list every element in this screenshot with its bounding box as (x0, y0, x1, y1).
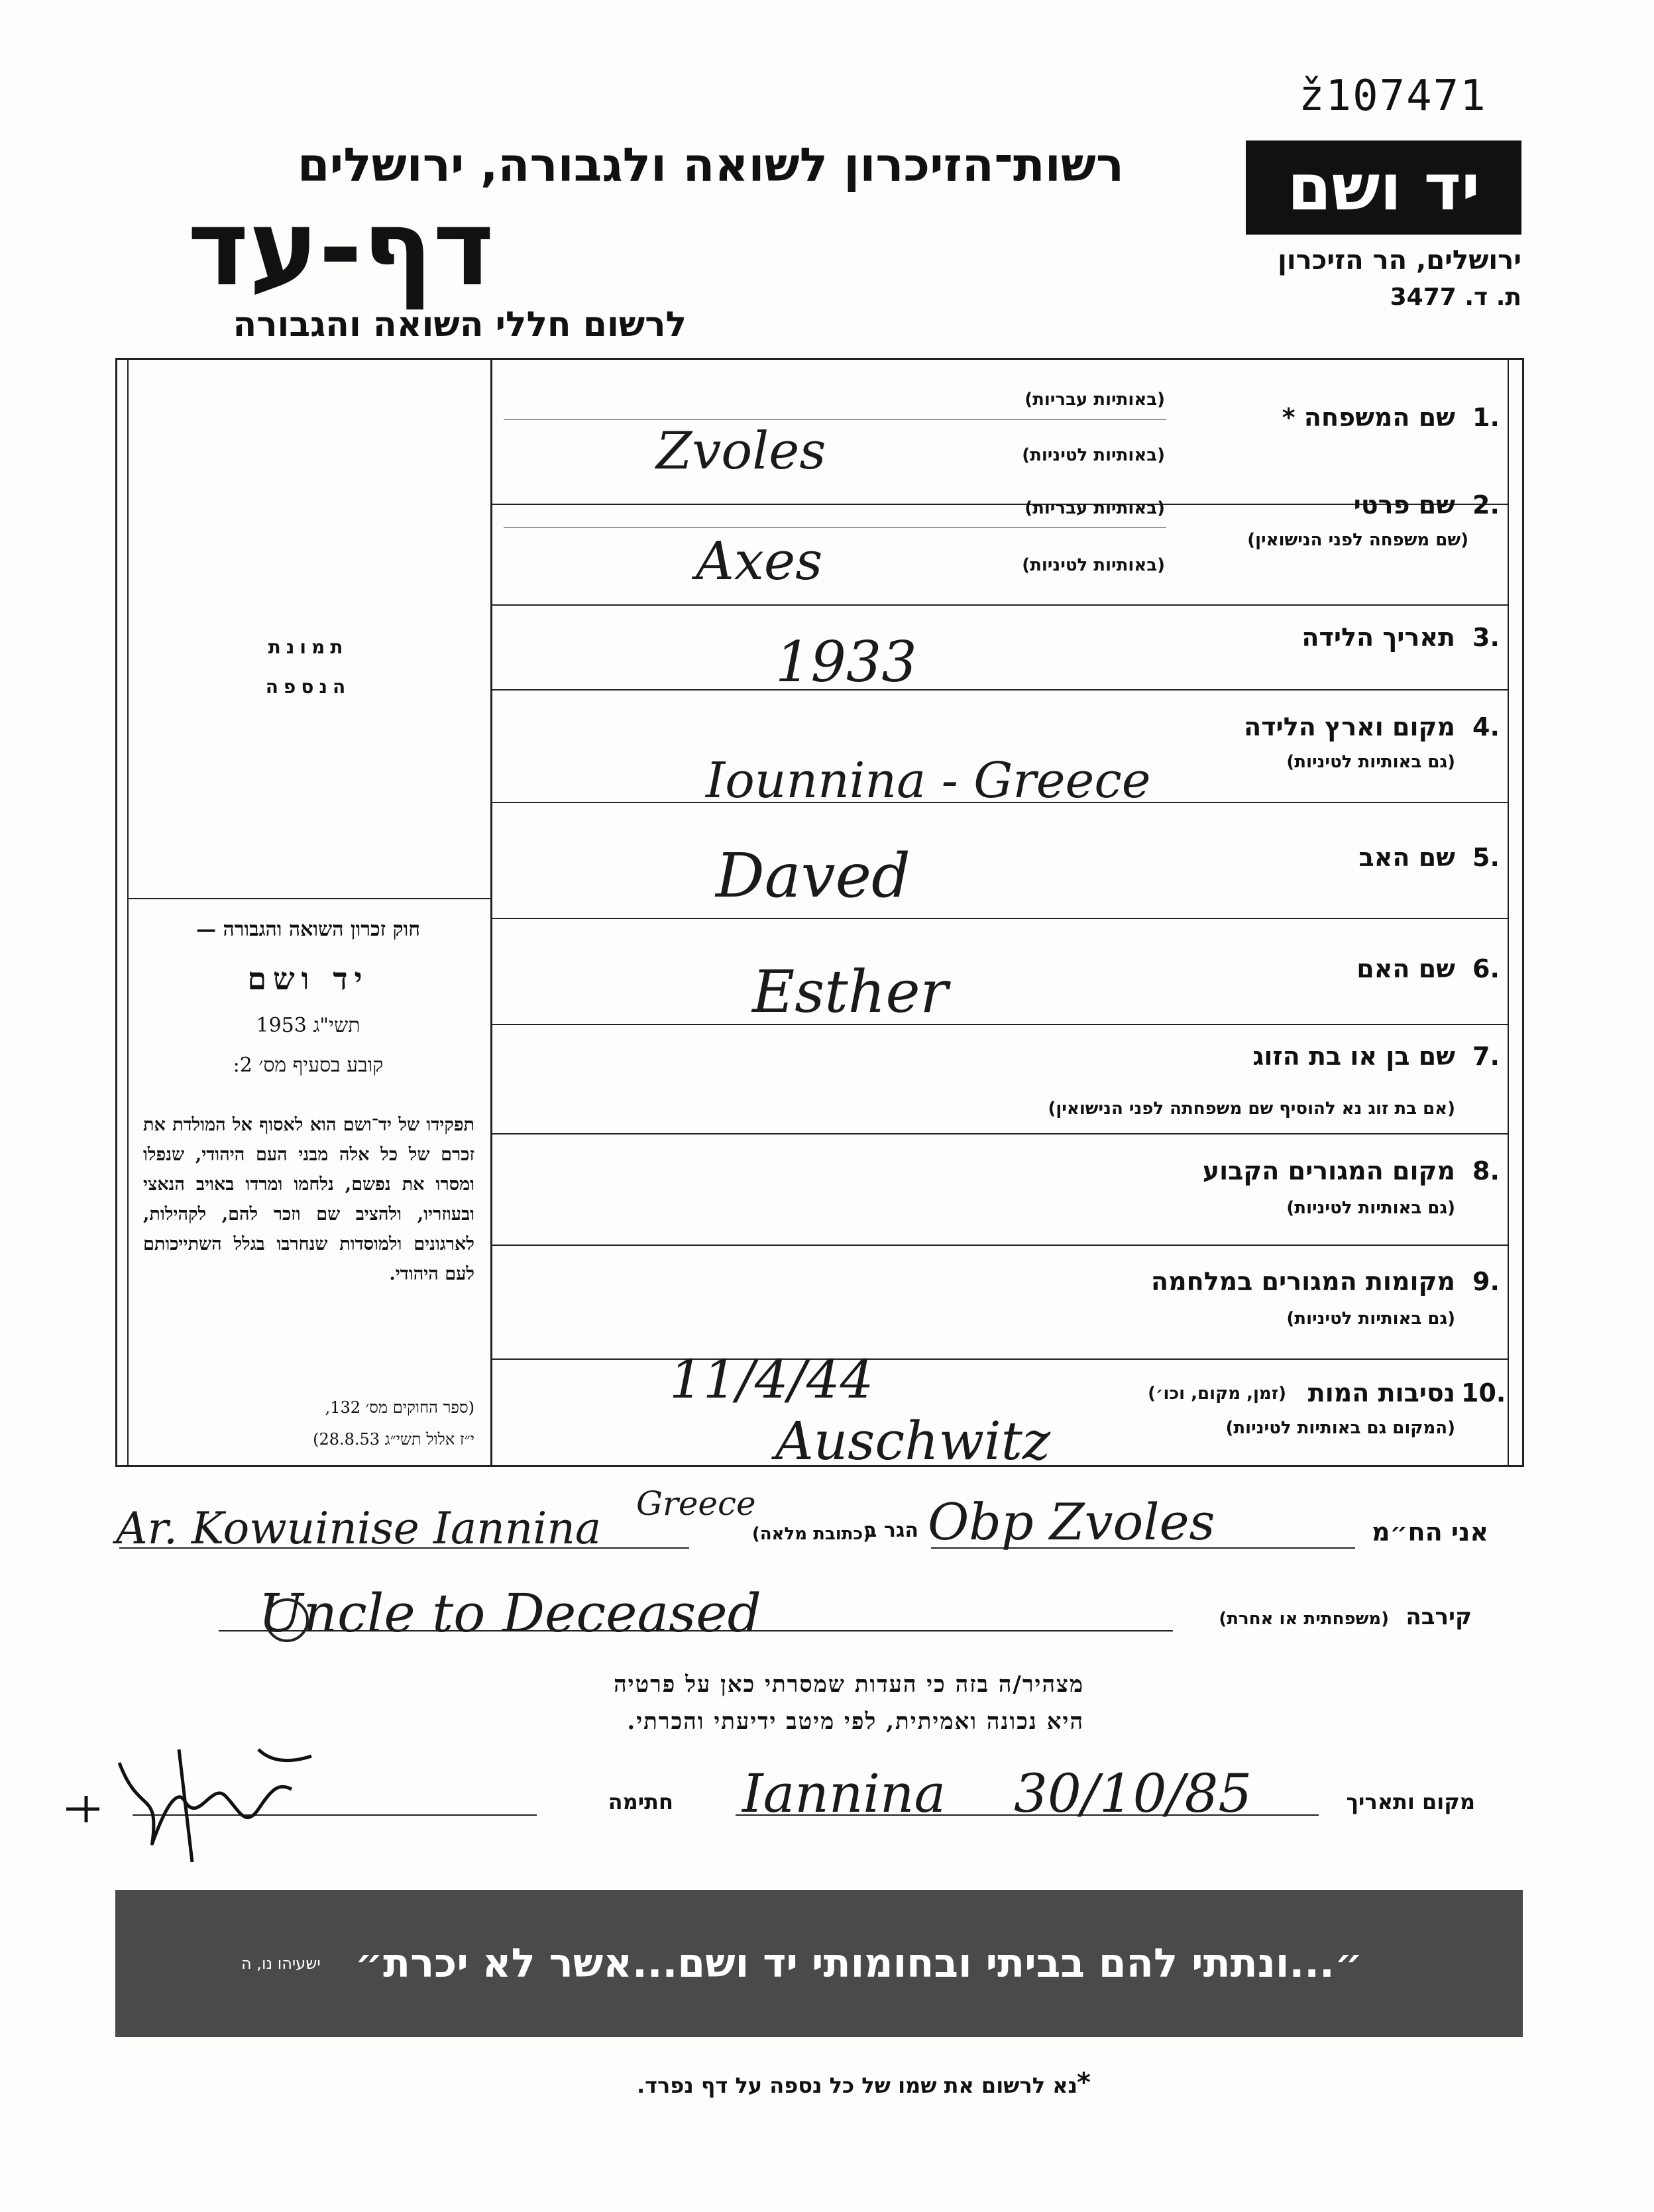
declaration-line-2: היא נכונה ואמיתית, לפי מיטב ידיעתי והכרתי. (627, 1708, 1084, 1735)
field-10-sublabel: (המקום גם באותיות לטיניות) (1225, 1418, 1455, 1438)
declaration-line-1: מצהיר/ה בזה כי העדות שמסרתי כאן על פרטיה (614, 1671, 1084, 1698)
field-9-label: מקומות המגורים במלחמה (1150, 1267, 1455, 1296)
address-line-2: ת. ד. 3477 (1390, 284, 1521, 311)
field-10-number: 10. (1461, 1378, 1506, 1408)
signature-label: חתימה (608, 1789, 673, 1814)
field-8-number: 8. (1472, 1156, 1500, 1186)
date-value[interactable]: 30/10/85 (1014, 1763, 1252, 1824)
row-separator (492, 1024, 1508, 1025)
field-2-label: שם פרטי (1353, 490, 1455, 520)
footnote-asterisk: * (1077, 2068, 1091, 2098)
place-value[interactable]: Iannina (742, 1763, 946, 1824)
field-4-number: 4. (1472, 712, 1500, 742)
resident-label: הגר ב (865, 1519, 918, 1542)
row-separator (492, 604, 1508, 606)
photo-area-divider (127, 898, 490, 899)
field-6-number: 6. (1472, 954, 1500, 983)
law-name: יד ושם (247, 961, 369, 997)
law-source-1: (ספר החוקים מס׳ 132, (325, 1398, 474, 1417)
field-2-hint-hebrew: (באותיות עבריות) (1024, 498, 1165, 518)
field-7-sublabel: (אם בת זוג נא להוסיף שם משפחתה לפני הנישואין) (1048, 1099, 1455, 1119)
row-separator (492, 1133, 1508, 1134)
banner-quote: ״...ונתתי להם בביתי ובחומותי יד ושם...אשר לא יכרת״ (355, 1940, 1363, 1987)
field-5-number: 5. (1472, 843, 1500, 872)
field-9-sublabel: (גם באותיות לטיניות) (1286, 1309, 1455, 1329)
photo-label-2: הנספה (265, 676, 351, 698)
quote-banner (115, 1890, 1523, 2037)
relation-label: קירבה (1406, 1604, 1472, 1630)
field-2-hint-latin: (באותיות לטיניות) (1022, 555, 1165, 575)
field-4-sublabel: (גם באותיות לטיניות) (1286, 752, 1455, 772)
field-5-label: שם האב (1358, 843, 1455, 872)
field-4-label: מקום וארץ הלידה (1244, 712, 1455, 742)
field-5-value[interactable]: Daved (716, 840, 910, 911)
field-9-number: 9. (1472, 1267, 1500, 1296)
row-separator (492, 1358, 1508, 1360)
field-7-label: שם בן או בת הזוג (1252, 1042, 1455, 1071)
address-label: (כתובת מלאה) (751, 1524, 871, 1544)
law-title: חוק זכרון השואה והגבורה — (196, 918, 420, 941)
field-10-label-detail: (זמן, מקום, וכו׳) (1148, 1384, 1286, 1404)
form-frame (115, 358, 1524, 1467)
footnote: נא לרשום את שמו של כל נספה על דף נפרד. (636, 2073, 1077, 2098)
address-value[interactable]: Ar. Kowuinise Iannina (116, 1503, 602, 1554)
organization-title: רשות־הזיכרון לשואה ולגבורה, ירושלים (297, 138, 1124, 192)
row-separator (492, 1244, 1508, 1246)
right-inner-border (1508, 360, 1509, 1465)
relation-value[interactable]: Uncle to Deceased (258, 1582, 761, 1644)
yad-vashem-logo (1246, 140, 1521, 235)
photo-label-1: תמונת (268, 636, 349, 658)
field-10-label: נסיבות המות (1307, 1378, 1455, 1408)
field-6-label: שם האם (1356, 954, 1455, 983)
field-8-sublabel: (גם באותיות לטיניות) (1286, 1198, 1455, 1218)
row-separator (492, 689, 1508, 691)
banner-source: ישעיהו נו, ה (241, 1954, 321, 1973)
document-number: ž107471 (1299, 72, 1487, 121)
field-8-label: מקום המגורים הקבוע (1202, 1156, 1455, 1186)
field-1-hint-latin: (באותיות לטיניות) (1022, 445, 1165, 465)
crossed-circle-mark (265, 1598, 309, 1642)
field-1-value[interactable]: Zvoles (656, 421, 826, 481)
form-title: דף-עד (187, 188, 494, 309)
field-7-number: 7. (1472, 1042, 1500, 1071)
field-3-number: 3. (1472, 623, 1500, 652)
law-clause: קובע בסעיף מס׳ 2: (233, 1054, 384, 1077)
address-line-1: ירושלים, הר הזיכרון (1278, 245, 1521, 276)
left-inner-border (127, 360, 129, 1465)
law-year: תשי"ג 1953 (256, 1014, 360, 1037)
field-1-number: 1. (1472, 403, 1500, 432)
place-date-label: מקום ותאריך (1346, 1789, 1475, 1814)
declarant-label: אני הח״מ (1372, 1518, 1488, 1547)
field-2-sublabel: (שם משפחה לפני הנישואין) (1247, 530, 1468, 550)
logo-text: יד ושם (1287, 150, 1480, 225)
field-3-value[interactable]: 1933 (775, 630, 917, 694)
field-4-value[interactable]: Iounnina - Greece (706, 752, 1151, 809)
signature-scribble (60, 1723, 351, 1869)
country-value[interactable]: Greece (636, 1484, 756, 1523)
relation-detail-label: (משפחתית או אחרת) (1219, 1609, 1389, 1629)
law-source-2: י״ז אלול תשי״ג 28.8.53) (313, 1430, 474, 1449)
field-6-value[interactable]: Esther (752, 958, 948, 1026)
row-separator (492, 918, 1508, 919)
field-2-value[interactable]: Axes (696, 530, 823, 592)
field-2-number: 2. (1472, 490, 1500, 520)
field-3-label: תאריך הלידה (1301, 623, 1455, 652)
photo-column-divider (490, 360, 492, 1465)
field-10-place-value[interactable]: Auschwitz (775, 1410, 1051, 1472)
law-body: תפקידו של יד־ושם הוא לאסוף אל המולדת את זכרם של כל אלה מבני העם היהודי, שנפלו ומסרו את נפשם, נלחמו ומרדו באויב הנאצי ובעוזריו, ולהציב שם וזכר להם, לקהילות, לארגונים ולמוסדות שנחרבו בגלל השתייכותם לעם היהודי. (143, 1115, 474, 1284)
field-1-label: שם המשפחה * (1282, 403, 1455, 432)
field-1-hint-hebrew: (באותיות עבריות) (1024, 390, 1165, 410)
declarant-name-value[interactable]: Obp Zvoles (928, 1492, 1215, 1551)
form-subtitle: לרשום חללי השואה והגבורה (233, 305, 687, 345)
field-10-date-value[interactable]: 11/4/44 (669, 1349, 874, 1410)
